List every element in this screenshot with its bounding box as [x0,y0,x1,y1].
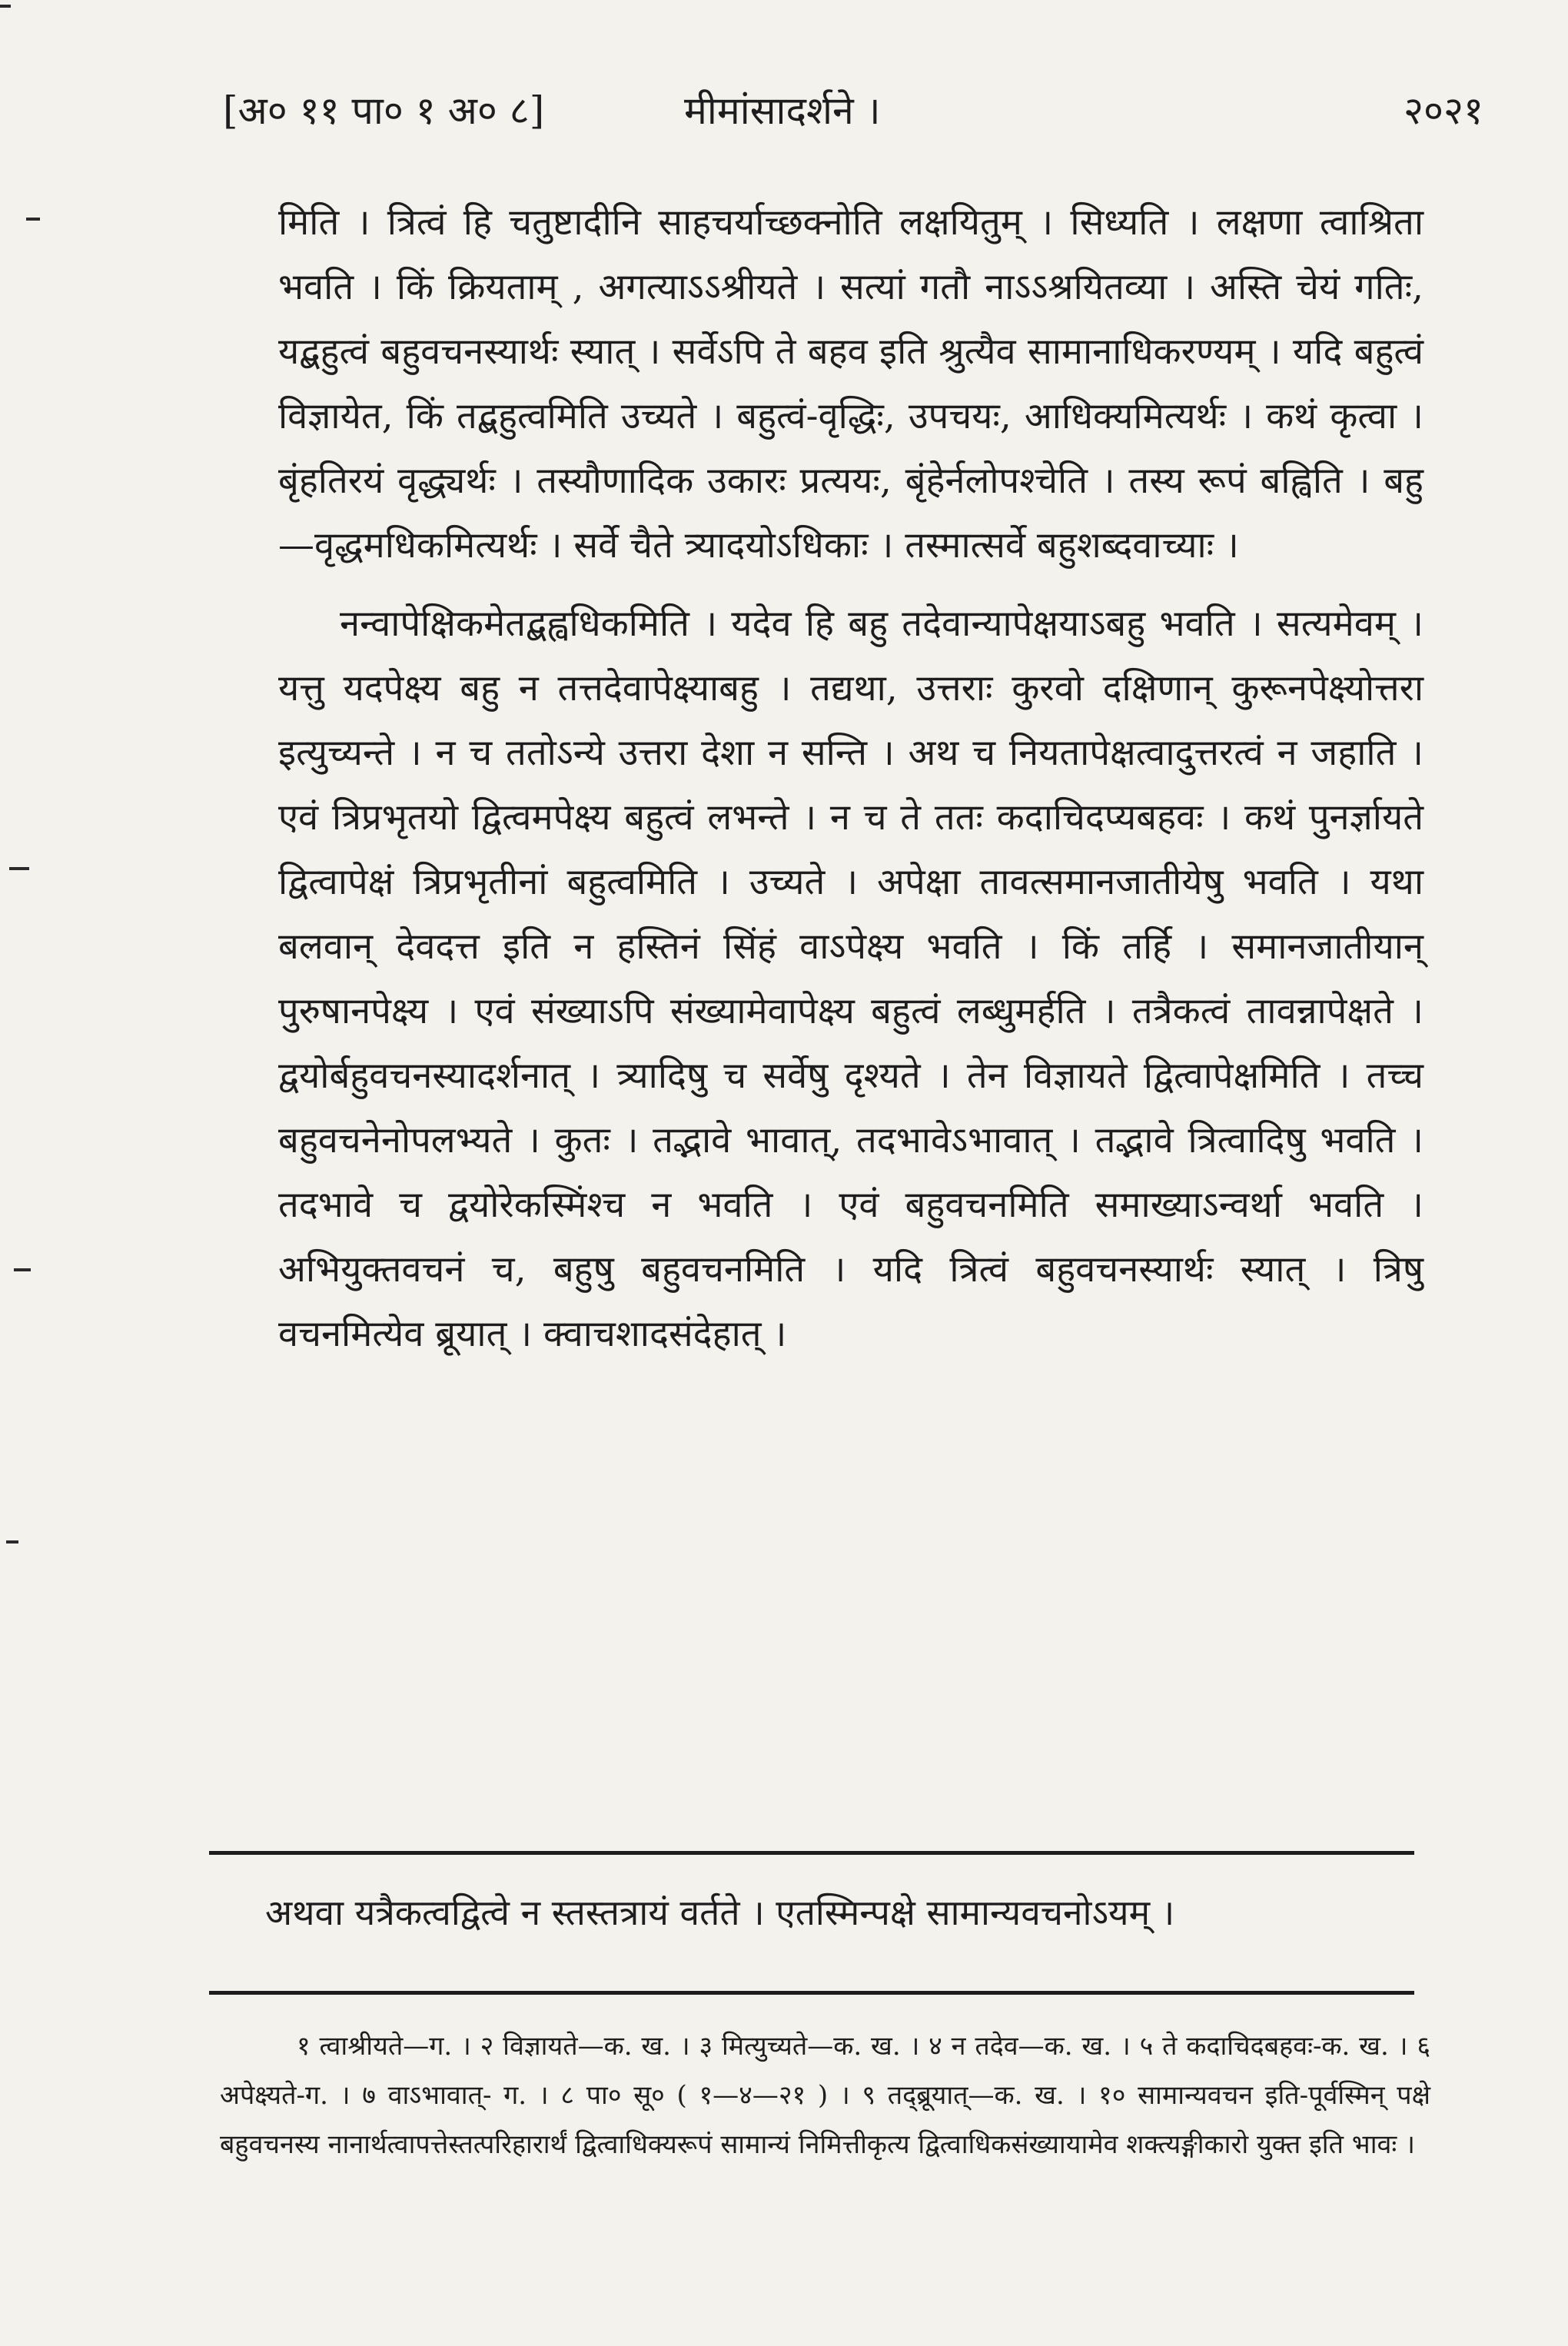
running-title: मीमांसादर्शने । [684,88,881,133]
footnote-text: १ त्वाश्रीयते—ग. । २ विज्ञायते—क. ख. । ३ मित्युच्यते—क. ख. । ४ न तदेव—क. ख. । ५ ते कदाचिदबहवः-क. ख. । ६ अपेक्ष्यते-ग. । ७ वाऽभावात्- ग. । ८ पा० सू० ( १—४—२१ ) । ९ तद्ब्रूयात्—क. ख. । १० सामान्यवचन इति-पूर्वस्मिन् पक्षे बहुवचनस्य नानार्थत्वापत्तेस्तत्परिहारार्थं द्वित्वाधिक्यरूपं सामान्यं निमित्तीकृत्य द्वित्वाधिकसंख्यायामेव शक्त्यङ्गीकारो युक्त इति भावः । [220,2031,1430,2160]
scan-speck [6,1540,18,1544]
paragraph-1: मिति । त्रित्वं हि चतुष्टादीनि साहचर्याच्छक्नोति लक्षयितुम् । सिध्यति । लक्षणा त्वाश्रिता भवति । किं क्रियताम् , अगत्याऽऽश्रीयते । सत्यां गतौ नाऽऽश्रयितव्या । अस्ति चेयं गतिः, यद्बहुत्वं बहुवचनस्यार्थः स्यात् । सर्वेऽपि ते बहव इति श्रुत्यैव सामानाधिकरण्यम् । यदि बहुत्वं विज्ञायेत, किं तद्बहुत्वमिति उच्यते । बहुत्वं-वृद्धिः, उपचयः, आधिक्यमित्यर्थः । कथं कृत्वा । बृंहतिरयं वृद्ध्यर्थः । तस्यौणादिक उकारः प्रत्ययः, बृंहेर्नलोपश्चेति । तस्य रूपं बह्विति । बहु—वृद्धमधिकमित्यर्थः । सर्वे चैते त्र्यादयोऽधिकाः । तस्मात्सर्वे बहुशब्दवाच्याः । [278,201,1423,567]
running-header [223,83,1483,152]
divider-rule-bottom [209,1991,1414,1995]
commentary-note: अथवा यत्रैकत्वद्वित्वे न स्तस्तत्रायं वर्तते । एतस्मिन्पक्षे सामान्यवचनोऽयम् । [265,1892,1175,1933]
scan-speck [0,5,11,8]
scan-speck [9,867,29,870]
page-number: २०२१ [1404,88,1483,133]
main-text [278,191,1423,1367]
footnotes [220,2022,1430,2169]
scan-speck [14,1268,31,1271]
scan-speck [26,218,40,221]
paragraph-2: नन्वापेक्षिकमेतद्बह्वधिकमिति । यदेव हि बहु तदेवान्यापेक्षयाऽबहु भवति । सत्यमेवम् । यत्तु यदपेक्ष्य बहु न तत्तदेवापेक्ष्याबहु । तद्यथा, उत्तराः कुरवो दक्षिणान् कुरूनपेक्ष्योत्तरा इत्युच्यन्ते । न च ततोऽन्ये उत्तरा देशा न सन्ति । अथ च नियतापेक्षत्वादुत्तरत्वं न जहाति । एवं त्रिप्रभृतयो द्वित्वमपेक्ष्य बहुत्वं लभन्ते । न च ते ततः कदाचिदप्यबहवः । कथं पुनर्ज्ञायते द्वित्वापेक्षं त्रिप्रभृतीनां बहुत्वमिति । उच्यते । अपेक्षा तावत्समानजातीयेषु भवति । यथा बलवान् देवदत्त इति न हस्तिनं सिंहं वाऽपेक्ष्य भवति । किं तर्हि । समानजातीयान् पुरुषानपेक्ष्य । एवं संख्याऽपि संख्यामेवापेक्ष्य बहुत्वं लब्धुमर्हति । तत्रैकत्वं तावन्नापेक्षते । द्वयोर्बहुवचनस्यादर्शनात् । त्र्यादिषु च सर्वेषु दृश्यते । तेन विज्ञायते द्वित्वापेक्षमिति । तच्च बहुवचनेनोपलभ्यते । कुतः । तद्भावे भावात्, तदभावेऽभावात् । तद्भावे त्रित्वादिषु भवति । तदभावे च द्वयोरेकस्मिंश्च न भवति । एवं बहुवचनमिति समाख्याऽन्वर्था भवति । अभियुक्तवचनं च, बहुषु बहुवचनमिति । यदि त्रित्वं बहुवचनस्यार्थः स्यात् । त्रिषु वचनमित्येव ब्रूयात् । क्वाचशादसंदेहात् । [278,603,1423,1355]
divider-rule-top [209,1851,1414,1855]
section-reference: [अ० ११ पा० १ अ० ८] [223,88,545,133]
